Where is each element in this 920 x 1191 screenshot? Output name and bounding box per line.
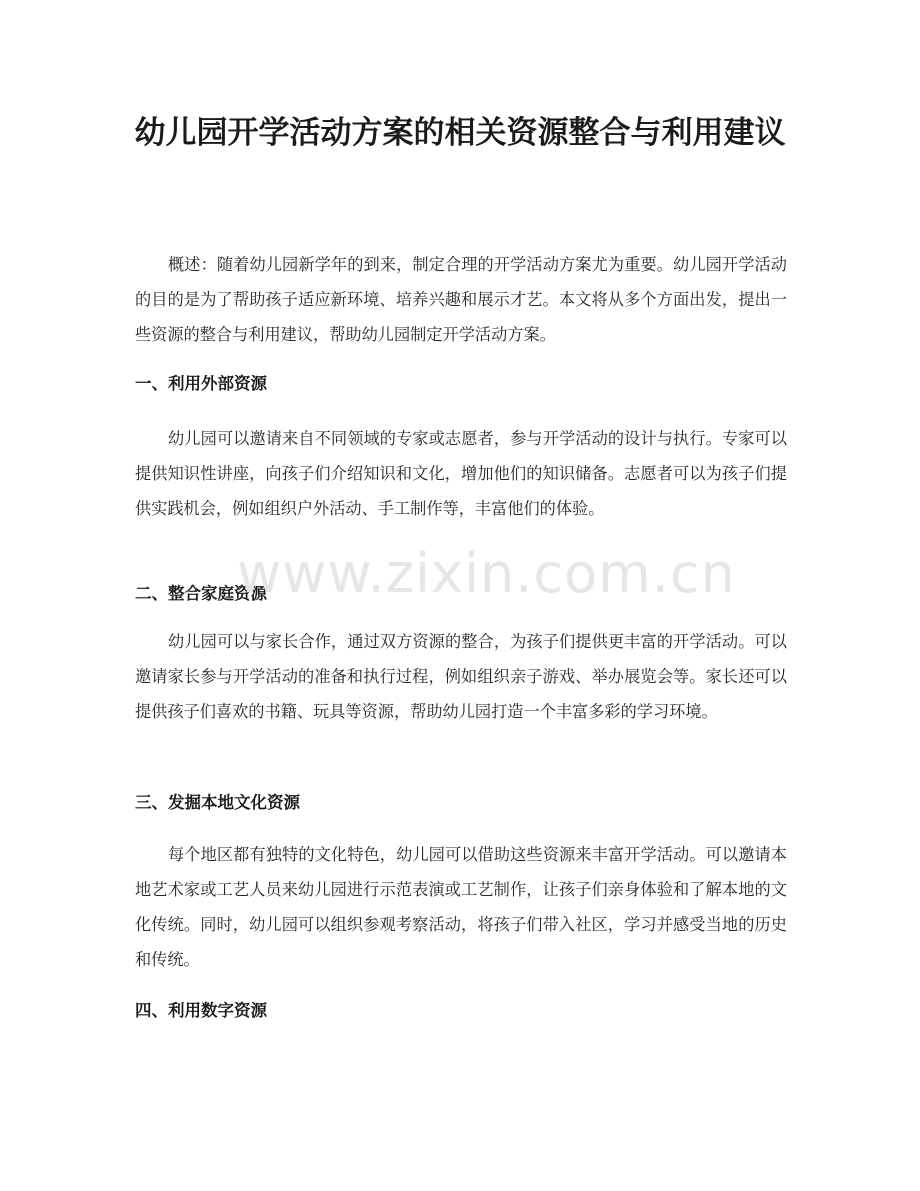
section-body-1: 幼儿园可以邀请来自不同领域的专家或志愿者，参与开学活动的设计与执行。专家可以提供知识性讲座，向孩子们介绍知识和文化，增加他们的知识储备。志愿者可以为孩子们提供实践机会，例如组织户外活动、手工制作等，丰富他们的体验。 xyxy=(135,429,787,518)
section-heading-1: 一、利用外部资源 xyxy=(135,374,267,393)
section-body-2: 幼儿园可以与家长合作，通过双方资源的整合，为孩子们提供更丰富的开学活动。可以邀请家长参与开学活动的准备和执行过程，例如组织亲子游戏、举办展览会等。家长还可以提供孩子们喜欢的书籍、玩具等资源，帮助幼儿园打造一个丰富多彩的学习环境。 xyxy=(135,632,787,721)
document-title: 幼儿园开学活动方案的相关资源整合与利用建议 xyxy=(134,115,786,151)
section-heading-4: 四、利用数字资源 xyxy=(135,1001,267,1020)
watermark: www.zixin.com.cn xyxy=(237,542,736,605)
intro-paragraph: 概述：随着幼儿园新学年的到来，制定合理的开学活动方案尤为重要。幼儿园开学活动的目的是为了帮助孩子适应新环境、培养兴趣和展示才艺。本文将从多个方面出发，提出一些资源的整合与利用建议，帮助幼儿园制定开学活动方案。 xyxy=(135,255,787,344)
section-heading-3: 三、发掘本地文化资源 xyxy=(135,793,300,812)
section-body-3: 每个地区都有独特的文化特色，幼儿园可以借助这些资源来丰富开学活动。可以邀请本地艺术家或工艺人员来幼儿园进行示范表演或工艺制作，让孩子们亲身体验和了解本地的文化传统。同时，幼儿园可以组织参观考察活动，将孩子们带入社区，学习并感受当地的历史和传统。 xyxy=(135,845,787,969)
section-heading-2: 二、整合家庭资源 xyxy=(135,584,267,603)
